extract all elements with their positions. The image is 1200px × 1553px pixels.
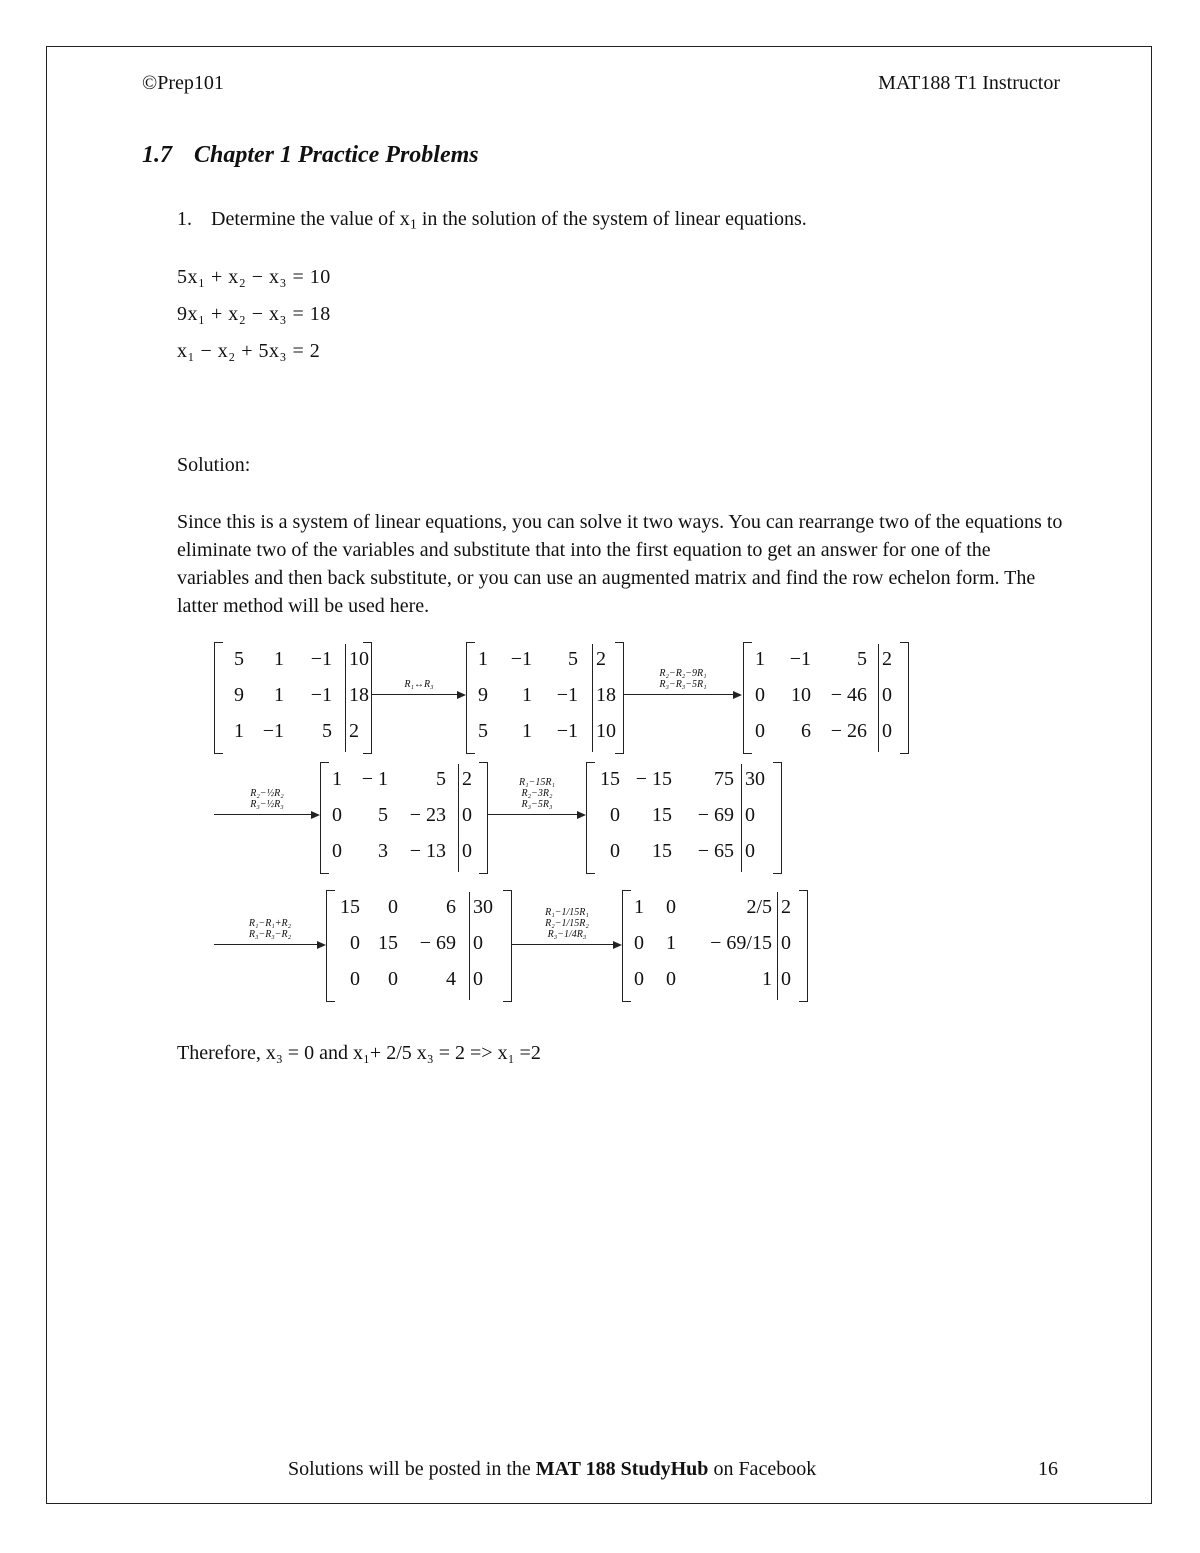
row-operation-label: R₁↔R₃ (404, 679, 434, 690)
matrix-cell: 3 (378, 840, 388, 862)
matrix-cell: 0 (882, 720, 892, 742)
augment-bar (458, 764, 459, 872)
question-number: 1. (177, 208, 192, 230)
page-number: 16 (1038, 1458, 1058, 1480)
matrix-cell: 1 (234, 720, 244, 742)
row-operation-label: R₂−R₂−9R₁ (659, 668, 707, 679)
arrow-head-icon (577, 811, 586, 819)
arrow-line (512, 944, 614, 945)
matrix-cell: 0 (462, 804, 472, 826)
matrix-cell: 18 (596, 684, 616, 706)
section-title (142, 142, 479, 169)
matrix-cell: 1 (522, 684, 532, 706)
matrix-cell: −1 (556, 684, 578, 706)
section-number: 1.7 (142, 142, 172, 168)
matrix-cell: − 69 (697, 804, 734, 826)
matrix-cell: 1 (332, 768, 342, 790)
matrix-cell: − 26 (830, 720, 867, 742)
matrix-cell: 2 (349, 720, 359, 742)
matrix-cell: 9 (478, 684, 488, 706)
matrix-cell: 0 (666, 896, 676, 918)
matrix-cell: 0 (781, 932, 791, 954)
matrix-cell: 10 (596, 720, 616, 742)
header-left: ©Prep101 (142, 72, 224, 94)
matrix-cell: 0 (745, 804, 755, 826)
matrix-cell: 0 (350, 932, 360, 954)
matrix-cell: − 1 (361, 768, 388, 790)
matrix-cell: 10 (349, 648, 369, 670)
matrix-cell: 18 (349, 684, 369, 706)
conclusion: Therefore, x₃ = 0 and x₁+ 2/5 x₃ = 2 => x₁ =2 (177, 1042, 541, 1064)
arrow-head-icon (733, 691, 742, 699)
matrix-cell: 15 (600, 768, 620, 790)
matrix-cell: 0 (745, 840, 755, 862)
row-operation-label: R₃−½R₃ (250, 799, 284, 810)
matrix-cell: 0 (473, 968, 483, 990)
matrix-cell: 0 (610, 840, 620, 862)
matrix-cell: 0 (462, 840, 472, 862)
matrix-cell: 2 (781, 896, 791, 918)
matrix-cell: 30 (473, 896, 493, 918)
matrix-cell: 5 (857, 648, 867, 670)
arrow-line (214, 814, 312, 815)
equation-2: 9x₁ + x₂ − x₃ = 18 (177, 303, 331, 325)
augment-bar (878, 644, 879, 752)
arrow-line (624, 694, 734, 695)
matrix-cell: 5 (568, 648, 578, 670)
matrix-cell: 0 (332, 804, 342, 826)
matrix-cell: 1 (274, 684, 284, 706)
matrix-cell: −1 (262, 720, 284, 742)
row-operation-label: R₁−1/15R₁ (545, 907, 589, 918)
matrix-cell: 1 (522, 720, 532, 742)
row-operation-label: R₃−R₃−R₂ (248, 929, 292, 940)
matrix-cell: 75 (714, 768, 734, 790)
augmented-matrix-4 (320, 762, 488, 874)
matrix-cell: 30 (745, 768, 765, 790)
left-bracket (214, 642, 223, 754)
augmented-matrix-2 (466, 642, 624, 754)
matrix-cell: 1 (274, 648, 284, 670)
matrix-cell: − 65 (697, 840, 734, 862)
left-bracket (586, 762, 595, 874)
row-operation-label: R₃−1/4R₃ (547, 929, 587, 940)
row-operation-label: R₂−3R₂ (521, 788, 553, 799)
matrix-cell: 5 (378, 804, 388, 826)
row-operation-arrow-6 (512, 907, 622, 946)
matrix-cell: −1 (510, 648, 532, 670)
matrix-cell: 0 (755, 720, 765, 742)
left-bracket (326, 890, 335, 1002)
matrix-cell: 1 (666, 932, 676, 954)
arrow-head-icon (311, 811, 320, 819)
row-operation-arrow-2 (624, 668, 742, 696)
augment-bar (345, 644, 346, 752)
matrix-cell: 0 (666, 968, 676, 990)
augment-bar (469, 892, 470, 1000)
left-bracket (743, 642, 752, 754)
row-operation-arrow-5 (214, 918, 326, 946)
question-text: Determine the value of $x_1$ in the solution of the system of linear equations. (211, 208, 807, 233)
matrix-cell: − 46 (830, 684, 867, 706)
matrix-cell: 2 (596, 648, 606, 670)
augment-bar (741, 764, 742, 872)
augmented-matrix-7 (622, 890, 808, 1002)
matrix-cell: 6 (446, 896, 456, 918)
matrix-cell: 5 (436, 768, 446, 790)
row-operation-arrow-1 (372, 679, 466, 696)
section-title-text: Chapter 1 Practice Problems (194, 142, 479, 168)
row-operation-label: R₁−15R₁ (519, 777, 555, 788)
matrix-cell: − 23 (409, 804, 446, 826)
row-operation-label: R₂−1/15R₂ (545, 918, 589, 929)
matrix-cell: 0 (350, 968, 360, 990)
row-operation-label: R₃−5R₃ (521, 799, 553, 810)
matrix-cell: −1 (310, 684, 332, 706)
matrix-cell: 1 (755, 648, 765, 670)
left-bracket (466, 642, 475, 754)
right-bracket (799, 890, 808, 1002)
row-operation-label: R₁−R₁+R₂ (248, 918, 292, 929)
matrix-cell: 0 (882, 684, 892, 706)
matrix-cell: 6 (801, 720, 811, 742)
matrix-cell: 1 (762, 968, 772, 990)
arrow-head-icon (613, 941, 622, 949)
matrix-cell: 15 (652, 804, 672, 826)
matrix-cell: 0 (610, 804, 620, 826)
matrix-cell: −1 (789, 648, 811, 670)
left-bracket (622, 890, 631, 1002)
matrix-cell: −1 (310, 648, 332, 670)
matrix-cell: − 13 (409, 840, 446, 862)
matrix-cell: 9 (234, 684, 244, 706)
matrix-cell: 1 (478, 648, 488, 670)
matrix-cell: 2 (882, 648, 892, 670)
augment-bar (777, 892, 778, 1000)
matrix-cell: 15 (378, 932, 398, 954)
matrix-cell: 2 (462, 768, 472, 790)
matrix-cell: 5 (234, 648, 244, 670)
solution-paragraph: Since this is a system of linear equations, you can solve it two ways. You can rearrange two of the equations to eliminate two of the variables and substitute that into the first equation to get an answer for one of the variables and then back substitute, or you can use an augmented matrix and find the row echelon form. The latter method will be used here. (177, 511, 1063, 617)
matrix-cell: − 69 (419, 932, 456, 954)
equation-3: x₁ − x₂ + 5x₃ = 2 (177, 340, 321, 362)
arrow-head-icon (317, 941, 326, 949)
matrix-cell: 0 (332, 840, 342, 862)
matrix-cell: 1 (634, 896, 644, 918)
matrix-cell: − 15 (635, 768, 672, 790)
question (177, 208, 807, 231)
matrix-cell: 0 (388, 968, 398, 990)
arrow-line (488, 814, 578, 815)
matrix-cell: 0 (755, 684, 765, 706)
augmented-matrix-5 (586, 762, 782, 874)
augment-bar (592, 644, 593, 752)
matrix-cell: 4 (446, 968, 456, 990)
matrix-cell: 5 (322, 720, 332, 742)
matrix-cell: 0 (388, 896, 398, 918)
matrix-cell: −1 (556, 720, 578, 742)
right-bracket (773, 762, 782, 874)
header-right: MAT188 T1 Instructor (878, 72, 1060, 94)
right-bracket (479, 762, 488, 874)
row-operation-arrow-3 (214, 788, 320, 816)
left-bracket (320, 762, 329, 874)
augmented-matrix-1 (214, 642, 372, 754)
matrix-cell: 0 (473, 932, 483, 954)
matrix-cell: 15 (652, 840, 672, 862)
row-operation-label: R₂−½R₂ (250, 788, 284, 799)
right-bracket (900, 642, 909, 754)
matrix-cell: 2/5 (746, 896, 772, 918)
arrow-head-icon (457, 691, 466, 699)
matrix-cell: 0 (634, 968, 644, 990)
matrix-cell: 5 (478, 720, 488, 742)
row-operation-label: R₃−R₃−5R₁ (659, 679, 707, 690)
row-operation-arrow-4 (488, 777, 586, 816)
right-bracket (615, 642, 624, 754)
augmented-matrix-6 (326, 890, 512, 1002)
matrix-cell: 0 (781, 968, 791, 990)
right-bracket (503, 890, 512, 1002)
arrow-line (214, 944, 318, 945)
equation-1: 5x₁ + x₂ − x₃ = 10 (177, 266, 331, 288)
footer-note: Solutions will be posted in the MAT 188 StudyHub on Facebook (288, 1458, 817, 1480)
arrow-line (372, 694, 458, 695)
solution-label: Solution: (177, 454, 251, 476)
matrix-cell: 0 (634, 932, 644, 954)
matrix-cell: − 69/15 (710, 932, 772, 954)
matrix-cell: 15 (340, 896, 360, 918)
augmented-matrix-3 (743, 642, 909, 754)
matrix-cell: 10 (791, 684, 811, 706)
